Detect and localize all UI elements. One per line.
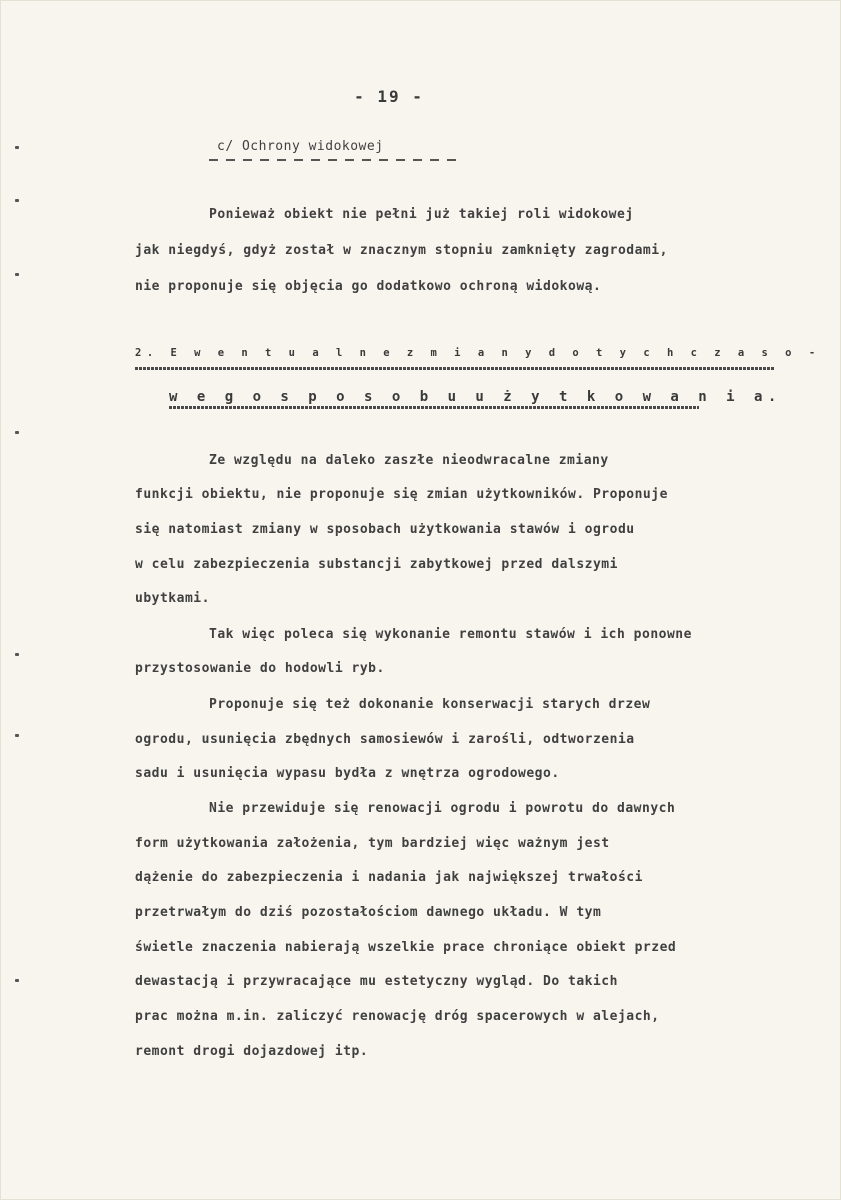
paragraph2-line: funkcji obiektu, nie proponuje się zmian użytkowników. Proponuje [135, 487, 668, 502]
margin-mark [15, 653, 19, 656]
paragraph1-line: Ponieważ obiekt nie pełni już takiej roli widokowej [209, 207, 634, 222]
paragraph1-line: jak niegdyś, gdyż został w znacznym stopniu zamknięty zagrodami, [135, 243, 668, 258]
section-heading-line: 2. E w e n t u a l n e z m i a n y d o t y c h c z a s o - [135, 347, 821, 359]
paragraph5-line: form użytkowania założenia, tym bardziej więc ważnym jest [135, 836, 610, 851]
paragraph5-line: przetrwałym do dziś pozostałościom dawnego układu. W tym [135, 905, 602, 920]
section-heading-line: w e g o s p o s o b u u ż y t k o w a n i a. [169, 389, 782, 405]
paragraph5-line: remont drogi dojazdowej itp. [135, 1044, 369, 1059]
paragraph1-line: nie proponuje się objęcia go dodatkowo ochroną widokową. [135, 279, 602, 294]
margin-mark [15, 199, 19, 202]
paragraph5-line: Nie przewiduje się renowacji ogrodu i powrotu do dawnych [209, 801, 676, 816]
paragraph2-line: Ze względu na daleko zaszłe nieodwracalne zmiany [209, 453, 609, 468]
paragraph3-line: przystosowanie do hodowli ryb. [135, 661, 385, 676]
subheading: c/ Ochrony widokowej [217, 139, 384, 154]
paragraph5-line: dążenie do zabezpieczenia i nadania jak największej trwałości [135, 870, 643, 885]
paragraph4-line: ogrodu, usunięcia zbędnych samosiewów i zarośli, odtworzenia [135, 732, 635, 747]
margin-mark [15, 146, 19, 149]
section-heading-underline [169, 406, 699, 409]
paragraph2-line: ubytkami. [135, 591, 210, 606]
margin-mark [15, 979, 19, 982]
paragraph4-line: Proponuje się też dokonanie konserwacji starych drzew [209, 697, 651, 712]
paragraph4-line: sadu i usunięcia wypasu bydła z wnętrza ogrodowego. [135, 766, 560, 781]
margin-mark [15, 431, 19, 434]
paragraph5-line: prac można m.in. zaliczyć renowację dróg spacerowych w alejach, [135, 1009, 660, 1024]
paragraph3-line: Tak więc poleca się wykonanie remontu stawów i ich ponowne [209, 627, 692, 642]
paragraph5-line: świetle znaczenia nabierają wszelkie prace chroniące obiekt przed [135, 940, 677, 955]
margin-mark [15, 273, 19, 276]
page-number: - 19 - [354, 87, 424, 106]
section-heading-underline [135, 367, 775, 370]
paragraph2-line: w celu zabezpieczenia substancji zabytkowej przed dalszymi [135, 557, 618, 572]
paragraph2-line: się natomiast zmiany w sposobach użytkowania stawów i ogrodu [135, 522, 635, 537]
subheading-dashed-underline [209, 159, 461, 161]
margin-mark [15, 734, 19, 737]
paragraph5-line: dewastacją i przywracające mu estetyczny wygląd. Do takich [135, 974, 618, 989]
